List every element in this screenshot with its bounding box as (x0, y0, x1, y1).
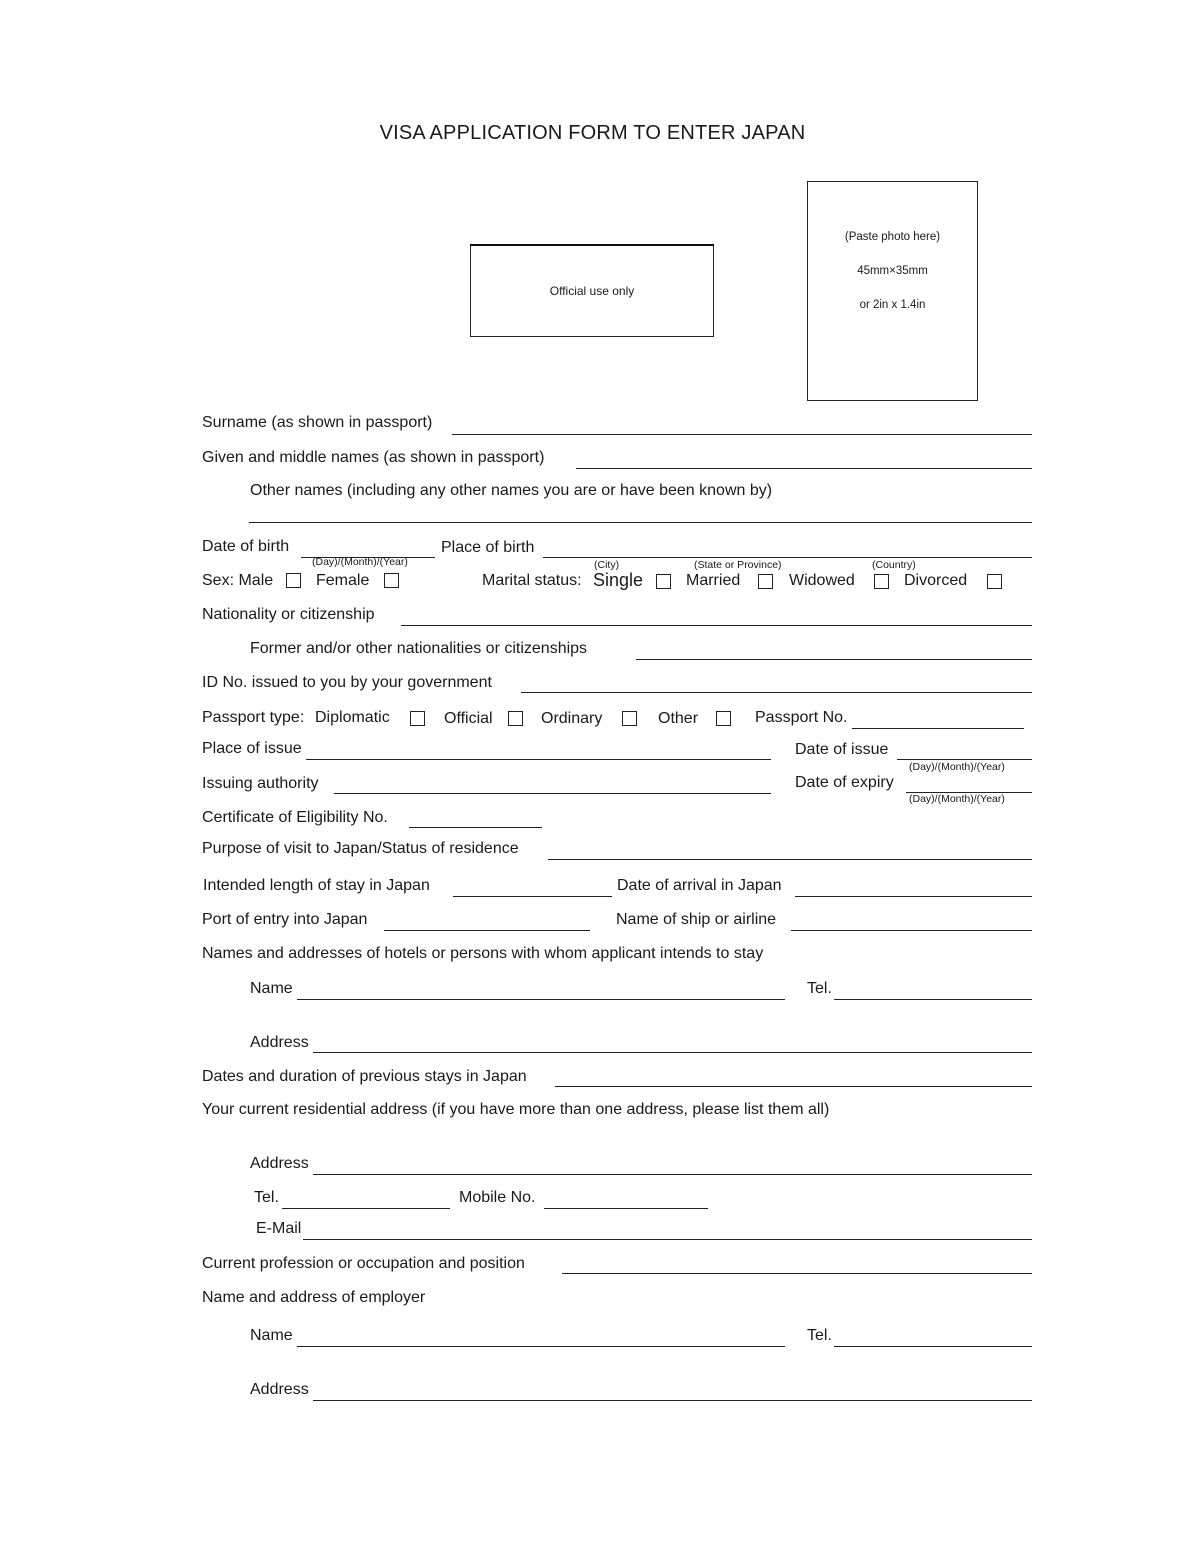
widowed-label: Widowed (789, 572, 855, 589)
single-label: Single (593, 570, 644, 590)
date-of-expiry-label: Date of expiry (795, 774, 894, 791)
employer-address-label: Address (250, 1381, 309, 1398)
pob-state-hint: (State or Province) (694, 559, 782, 571)
passport-no-field[interactable] (852, 728, 1024, 729)
mobile-no-field[interactable] (544, 1208, 708, 1209)
purpose-field[interactable] (548, 859, 1032, 860)
residential-address-label: Address (250, 1155, 309, 1172)
single-checkbox[interactable] (656, 574, 671, 589)
photo-size-in: or 2in x 1.4in (859, 299, 926, 311)
port-of-entry-field[interactable] (384, 930, 590, 931)
length-of-stay-label: Intended length of stay in Japan (203, 877, 430, 894)
id-no-field[interactable] (521, 692, 1032, 693)
female-label: Female (316, 572, 370, 589)
pob-country-hint: (Country) (872, 559, 916, 571)
official-passport-label: Official (444, 710, 493, 727)
married-checkbox[interactable] (758, 574, 773, 589)
pob-city-hint: (City) (594, 559, 620, 571)
official-use-label: Official use only (549, 284, 635, 298)
purpose-label: Purpose of visit to Japan/Status of residence (202, 840, 519, 857)
issuing-authority-field[interactable] (334, 793, 771, 794)
employer-label: Name and address of employer (202, 1289, 426, 1306)
other-passport-checkbox[interactable] (716, 711, 731, 726)
date-of-issue-hint: (Day)/(Month)/(Year) (909, 761, 1005, 773)
email-field[interactable] (303, 1239, 1032, 1240)
date-of-issue-field[interactable] (897, 759, 1032, 760)
official-passport-checkbox[interactable] (508, 711, 523, 726)
surname-label: Surname (as shown in passport) (202, 414, 433, 431)
profession-label: Current profession or occupation and position (202, 1255, 525, 1272)
employer-address-field[interactable] (313, 1400, 1032, 1401)
place-of-issue-field[interactable] (306, 759, 771, 760)
diplomatic-checkbox[interactable] (410, 711, 425, 726)
married-label: Married (686, 572, 741, 589)
employer-name-field[interactable] (297, 1346, 785, 1347)
pob-field[interactable] (543, 557, 1032, 558)
sex-male-label: Sex: Male (202, 572, 274, 589)
former-nationality-label: Former and/or other nationalities or citizenships (250, 640, 588, 657)
other-names-field[interactable] (249, 522, 1032, 523)
previous-stays-field[interactable] (555, 1086, 1032, 1087)
ordinary-checkbox[interactable] (622, 711, 637, 726)
issuing-authority-label: Issuing authority (202, 775, 319, 792)
length-of-stay-field[interactable] (453, 896, 612, 897)
photo-box[interactable] (807, 181, 978, 401)
coe-no-label: Certificate of Eligibility No. (202, 809, 388, 826)
email-label: E-Mail (256, 1220, 302, 1237)
passport-type-label: Passport type: (202, 709, 305, 726)
residential-tel-field[interactable] (282, 1208, 450, 1209)
other-names-label: Other names (including any other names you are or have been known by) (250, 482, 773, 499)
female-checkbox[interactable] (384, 573, 399, 588)
employer-tel-label: Tel. (807, 1327, 832, 1344)
current-address-label: Your current residential address (if you have more than one address, please list them all) (202, 1101, 830, 1118)
surname-field[interactable] (452, 434, 1032, 435)
given-names-field[interactable] (576, 468, 1032, 469)
passport-no-label: Passport No. (755, 709, 848, 726)
former-nationality-field[interactable] (636, 659, 1032, 660)
date-of-issue-label: Date of issue (795, 741, 889, 758)
date-of-expiry-hint: (Day)/(Month)/(Year) (909, 793, 1005, 805)
employer-tel-field[interactable] (834, 1346, 1032, 1347)
official-box-top-rule (470, 244, 714, 246)
divorced-checkbox[interactable] (987, 574, 1002, 589)
hotels-label: Names and addresses of hotels or persons with whom applicant intends to stay (202, 945, 764, 962)
photo-instruction: (Paste photo here) (844, 231, 941, 243)
residential-tel-label: Tel. (254, 1189, 279, 1206)
coe-no-field[interactable] (409, 827, 542, 828)
dob-label: Date of birth (202, 538, 290, 555)
widowed-checkbox[interactable] (874, 574, 889, 589)
hotel-tel-label: Tel. (807, 980, 832, 997)
given-names-label: Given and middle names (as shown in passport) (202, 449, 545, 466)
profession-field[interactable] (562, 1273, 1032, 1274)
hotel-tel-field[interactable] (834, 999, 1032, 1000)
ship-airline-label: Name of ship or airline (616, 911, 777, 928)
marital-status-label: Marital status: (482, 572, 582, 589)
hotel-address-field[interactable] (313, 1052, 1032, 1053)
ship-airline-field[interactable] (791, 930, 1032, 931)
diplomatic-label: Diplomatic (315, 709, 390, 726)
nationality-field[interactable] (401, 625, 1032, 626)
mobile-no-label: Mobile No. (459, 1189, 536, 1206)
port-of-entry-label: Port of entry into Japan (202, 911, 368, 928)
hotel-address-label: Address (250, 1034, 309, 1051)
other-passport-label: Other (658, 710, 699, 727)
divorced-label: Divorced (904, 572, 968, 589)
pob-label: Place of birth (441, 539, 535, 556)
nationality-label: Nationality or citizenship (202, 606, 375, 623)
dob-hint: (Day)/(Month)/(Year) (312, 556, 408, 568)
official-use-box (470, 245, 714, 337)
male-checkbox[interactable] (286, 573, 301, 588)
previous-stays-label: Dates and duration of previous stays in Japan (202, 1068, 527, 1085)
form-title: VISA APPLICATION FORM TO ENTER JAPAN (379, 122, 806, 144)
place-of-issue-label: Place of issue (202, 740, 302, 757)
ordinary-label: Ordinary (541, 710, 603, 727)
employer-name-label: Name (250, 1327, 293, 1344)
date-of-arrival-label: Date of arrival in Japan (617, 877, 782, 894)
hotel-name-field[interactable] (297, 999, 785, 1000)
date-of-arrival-field[interactable] (795, 896, 1032, 897)
residential-address-field[interactable] (313, 1174, 1032, 1175)
photo-size-mm: 45mm×35mm (857, 265, 928, 277)
id-no-label: ID No. issued to you by your government (202, 674, 492, 691)
hotel-name-label: Name (250, 980, 293, 997)
